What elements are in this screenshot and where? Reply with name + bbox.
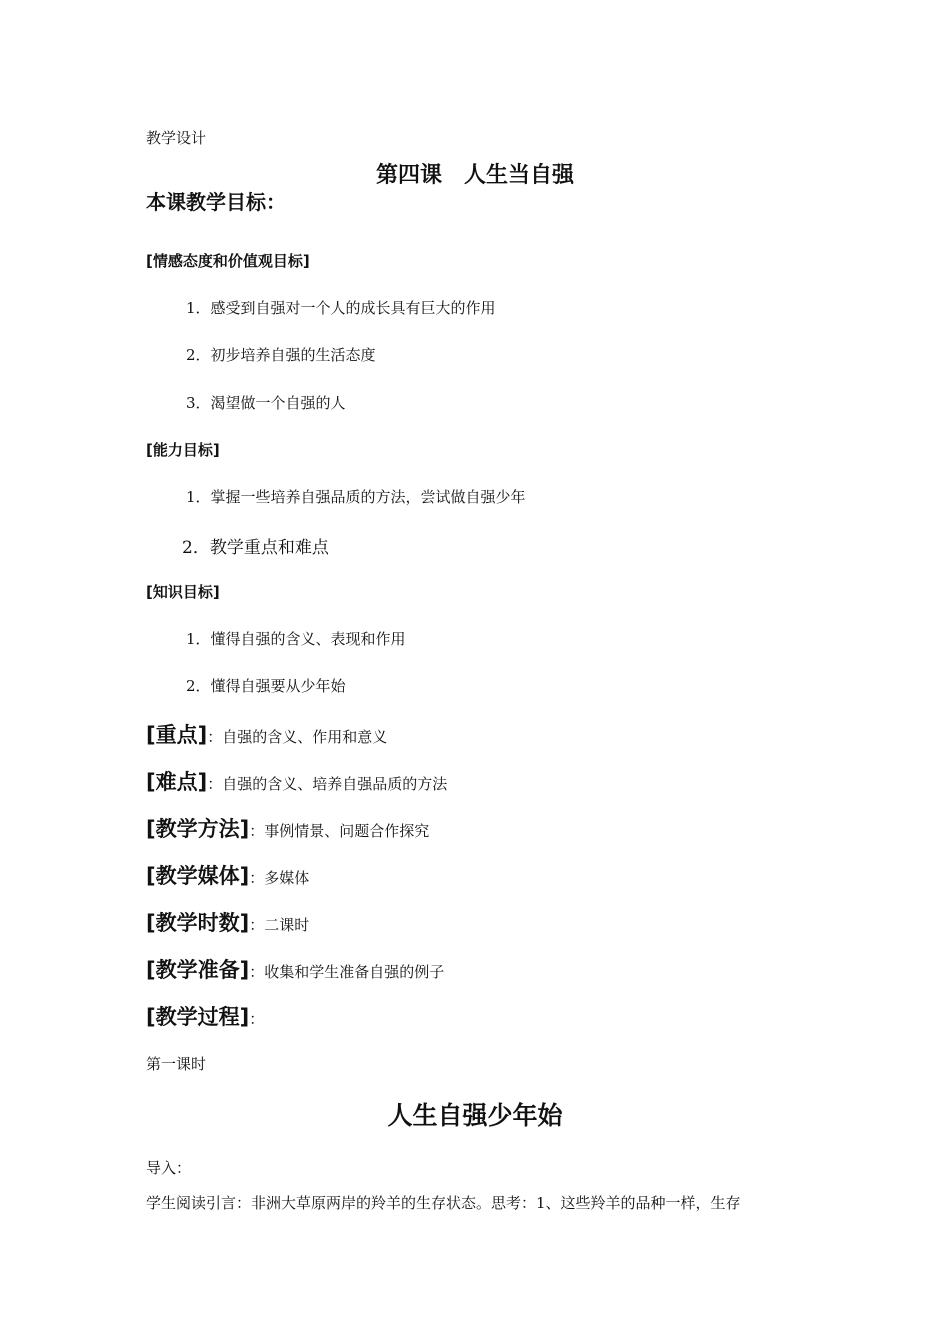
ability-objective-item: 2．教学重点和难点: [182, 538, 329, 558]
ability-objective-item: 1．掌握一些培养自强品质的方法，尝试做自强少年: [186, 488, 526, 506]
media-label: [教学媒体]: [146, 864, 250, 888]
knowledge-objectives-heading: [知识目标]: [146, 583, 220, 601]
document-header: 教学设计: [146, 129, 207, 147]
method-line: [146, 813, 429, 843]
key-points-text: ：自强的含义、作用和意义: [207, 728, 388, 746]
section-title: 人生自强少年始: [387, 1101, 563, 1130]
media-line: [146, 860, 309, 890]
process-text: ：: [249, 1010, 265, 1028]
intro-paragraph: 学生阅读引言：非洲大草原两岸的羚羊的生存状态。思考：1、这些羚羊的品种一样，生存: [146, 1194, 741, 1212]
preparation-line: [146, 954, 444, 984]
emotion-objective-item: 1．感受到自强对一个人的成长具有巨大的作用: [186, 299, 496, 317]
process-label: [教学过程]: [146, 1005, 250, 1029]
knowledge-objective-item: 1．懂得自强的含义、表现和作用: [186, 630, 406, 648]
emotion-objective-item: 3．渴望做一个自强的人: [186, 394, 346, 412]
objectives-heading: 本课教学目标：: [146, 190, 286, 214]
difficult-points-label: [难点]: [146, 770, 208, 794]
media-text: ：多媒体: [249, 869, 310, 887]
preparation-text: ：收集和学生准备自强的例子: [249, 963, 445, 981]
ability-objectives-heading: [能力目标]: [146, 441, 220, 459]
lesson-title: 第四课 人生当自强: [375, 163, 574, 188]
hours-line: [146, 907, 309, 937]
hours-label: [教学时数]: [146, 911, 250, 935]
emotion-objectives-heading: [情感态度和价值观目标]: [146, 252, 310, 270]
method-text: ：事例情景、问题合作探究: [249, 822, 430, 840]
intro-label: 导入：: [146, 1159, 192, 1177]
difficult-points-text: ：自强的含义、培养自强品质的方法: [207, 775, 448, 793]
key-points-label: [重点]: [146, 723, 208, 747]
process-line: [146, 1001, 264, 1031]
first-period: 第一课时: [146, 1055, 207, 1073]
difficult-points-line: [146, 766, 447, 796]
key-points-line: [146, 719, 387, 749]
emotion-objective-item: 2．初步培养自强的生活态度: [186, 346, 376, 364]
method-label: [教学方法]: [146, 817, 250, 841]
hours-text: ：二课时: [249, 916, 310, 934]
knowledge-objective-item: 2．懂得自强要从少年始: [186, 677, 346, 695]
preparation-label: [教学准备]: [146, 958, 250, 982]
